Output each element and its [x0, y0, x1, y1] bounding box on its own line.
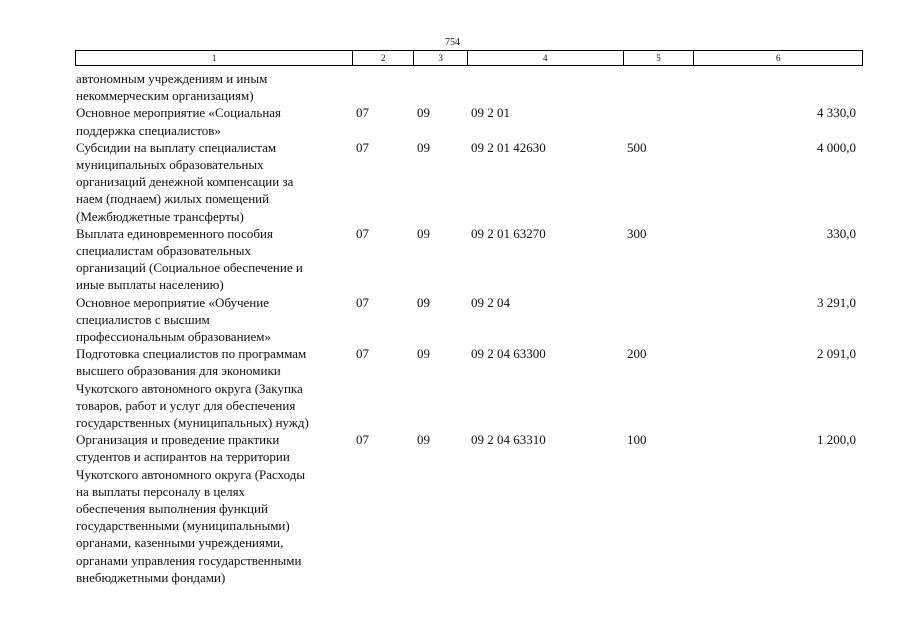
- column-header-1: 1: [76, 51, 353, 65]
- row-section: 07: [356, 432, 369, 448]
- row-target-article: 09 2 01: [471, 105, 510, 121]
- table-header: [75, 50, 863, 66]
- table-row: [76, 70, 866, 104]
- row-subsection: 09: [417, 346, 430, 362]
- row-subsection: 09: [417, 432, 430, 448]
- row-target-article: 09 2 01 63270: [471, 225, 546, 241]
- row-description: автономным учреждениям и иным некоммерческим организациям): [76, 71, 268, 104]
- table-row: [76, 104, 866, 138]
- row-amount: 330,0: [826, 225, 856, 241]
- row-section: 07: [356, 139, 369, 155]
- row-amount: 2 091,0: [817, 346, 856, 362]
- table-row: [76, 431, 866, 586]
- row-subsection: 09: [417, 294, 430, 310]
- column-header-4: 4: [468, 51, 624, 65]
- row-amount: 1 200,0: [817, 432, 856, 448]
- row-subsection: 09: [417, 225, 430, 241]
- column-header-6: 6: [775, 53, 781, 63]
- table-row: [76, 294, 866, 346]
- row-target-article: 09 2 04 63310: [471, 432, 546, 448]
- row-expense-type: 300: [627, 225, 647, 241]
- row-description: Выплата единовременного пособия специалистам образовательных организаций (Социальное обеспечение и иные выплаты населению): [76, 225, 303, 293]
- table-row: [76, 345, 866, 431]
- column-header-3: 3: [414, 51, 468, 65]
- row-section: 07: [356, 105, 369, 121]
- row-amount: 4 000,0: [817, 139, 856, 155]
- row-amount: 4 330,0: [817, 105, 856, 121]
- row-description: Организация и проведение практики студентов и аспирантов на территории Чукотского автономного округа (Расходы на выплаты персоналу в целях обеспечения выполнения функций государственными (муниципальными) органами, казенными учреждениями, органами управления государственными внебюджетными фондами): [76, 432, 306, 585]
- row-section: 07: [356, 346, 369, 362]
- page-number: 754: [445, 37, 460, 48]
- row-description: Основное мероприятие «Социальная поддержка специалистов»: [76, 105, 282, 138]
- row-section: 07: [356, 294, 369, 310]
- row-section: 07: [356, 225, 369, 241]
- column-header-2: 2: [353, 51, 414, 65]
- row-target-article: 09 2 01 42630: [471, 139, 546, 155]
- row-subsection: 09: [417, 139, 430, 155]
- row-description: Субсидии на выплату специалистам муниципальных образовательных организаций денежной компенсации за наем (поднаем) жилых помещений (Межбюджетные трансферты): [76, 139, 294, 224]
- column-header-5: 5: [624, 51, 695, 65]
- row-description: Основное мероприятие «Обучение специалистов с высшим профессиональным образованием»: [76, 294, 271, 345]
- row-subsection: 09: [417, 105, 430, 121]
- row-target-article: 09 2 04 63300: [471, 346, 546, 362]
- row-expense-type: 200: [627, 346, 647, 362]
- table-row: [76, 225, 866, 294]
- table-row: [76, 139, 866, 225]
- row-target-article: 09 2 04: [471, 294, 510, 310]
- row-description: Подготовка специалистов по программам высшего образования для экономики Чукотского автономного округа (Закупка товаров, работ и услуг для обеспечения государственных (муниципальных) нужд): [76, 346, 309, 431]
- row-amount: 3 291,0: [817, 294, 856, 310]
- row-expense-type: 500: [627, 139, 647, 155]
- row-expense-type: 100: [627, 432, 647, 448]
- table-body: [76, 70, 866, 586]
